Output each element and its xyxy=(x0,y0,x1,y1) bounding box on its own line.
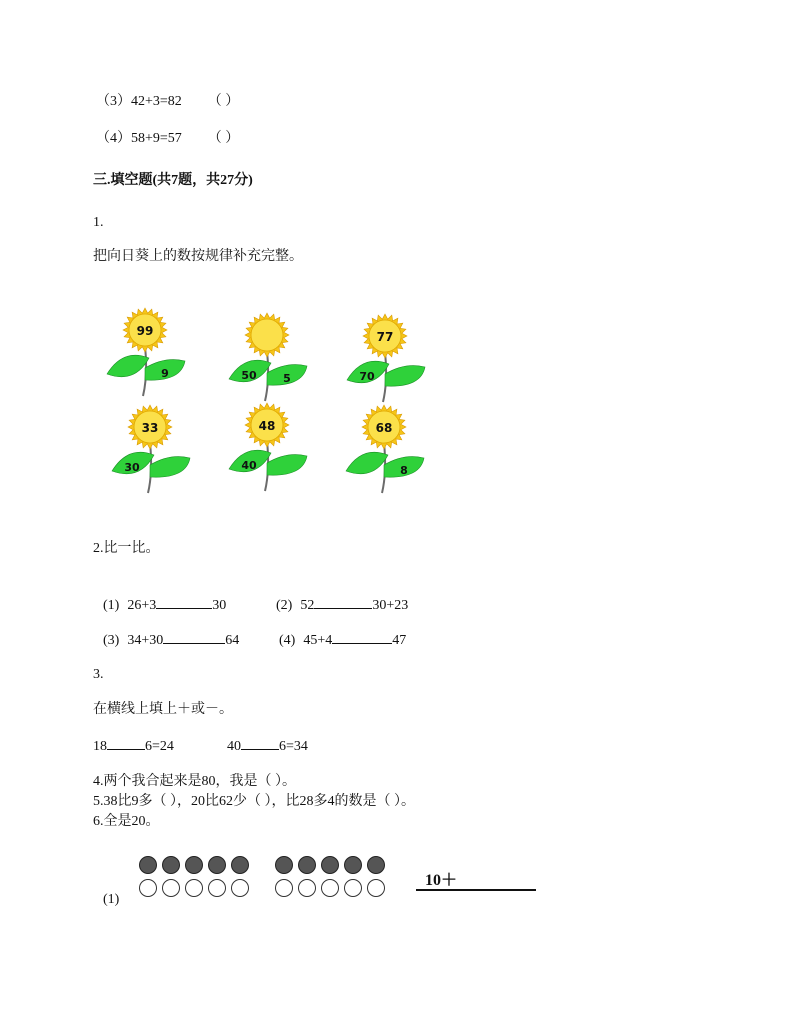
head-number: 33 xyxy=(141,421,159,435)
sign-item-2 xyxy=(227,737,308,756)
item-number: （4） xyxy=(96,131,131,146)
empty-dot xyxy=(140,880,157,897)
flower-center xyxy=(251,319,283,351)
sunflower xyxy=(346,405,424,493)
compare-blank[interactable] xyxy=(156,596,212,609)
compare-left: 45+4 xyxy=(303,633,333,648)
item-number: (2) xyxy=(276,598,293,613)
sunflower xyxy=(229,403,307,491)
item-number: （3） xyxy=(96,94,131,109)
filled-dot xyxy=(276,857,293,874)
question-2-title: 2.比一比。 xyxy=(93,541,160,556)
sunflower xyxy=(107,308,185,396)
compare-item-1 xyxy=(103,596,226,615)
compare-blank[interactable] xyxy=(314,596,372,609)
compare-left: 34+30 xyxy=(127,633,164,648)
question-6-item-number: (1) xyxy=(103,892,120,907)
left-leaf-number: 70 xyxy=(359,370,375,383)
dot-grid-figure xyxy=(136,853,396,901)
section-title: 三.填空题(共7题，共27分) xyxy=(93,173,253,188)
answer-prefix: 10＋ xyxy=(425,872,458,889)
left-leaf-number: 30 xyxy=(124,461,140,474)
right-leaf-number: 5 xyxy=(283,372,291,385)
head-number: 48 xyxy=(258,419,276,433)
item-number: (4) xyxy=(279,633,296,648)
compare-right: 47 xyxy=(392,633,407,648)
question-6-title: 6.全是20。 xyxy=(93,814,160,829)
filled-dot xyxy=(140,857,157,874)
filled-dot xyxy=(163,857,180,874)
left-leaf-number: 40 xyxy=(241,459,257,472)
empty-dot xyxy=(209,880,226,897)
judge-item-4 xyxy=(96,130,239,148)
compare-item-2 xyxy=(276,596,408,615)
filled-dot xyxy=(368,857,385,874)
empty-dot xyxy=(232,880,249,897)
right-leaf-number: 8 xyxy=(400,464,408,477)
compare-blank[interactable] xyxy=(332,631,392,644)
sunflower xyxy=(347,314,425,402)
compare-right: 30+23 xyxy=(372,598,409,613)
sign-item-1 xyxy=(93,737,174,756)
filled-dot xyxy=(186,857,203,874)
right-leaf xyxy=(267,455,307,476)
compare-left: 52 xyxy=(300,598,315,613)
head-number: 99 xyxy=(136,324,154,338)
item-number: (1) xyxy=(103,598,120,613)
head-number: 77 xyxy=(376,330,394,344)
question-3-text: 在横线上填上＋或－。 xyxy=(93,702,233,717)
head-number: 68 xyxy=(375,421,393,435)
filled-dot xyxy=(232,857,249,874)
empty-dot xyxy=(368,880,385,897)
sign-right: 6=24 xyxy=(145,739,174,754)
question-5: 5.38比9多（ ），20比62少（ ），比28多4的数是（ ）。 xyxy=(93,794,415,809)
right-leaf xyxy=(385,366,425,387)
filled-dot xyxy=(345,857,362,874)
sign-blank[interactable] xyxy=(107,737,145,750)
sunflower xyxy=(112,405,190,493)
right-leaf-number: 9 xyxy=(161,367,169,380)
filled-dot xyxy=(209,857,226,874)
empty-dot xyxy=(322,880,339,897)
question-1-number: 1. xyxy=(93,215,104,230)
empty-dot xyxy=(299,880,316,897)
empty-dot xyxy=(276,880,293,897)
empty-dot xyxy=(163,880,180,897)
answer-parentheses[interactable]: （ ） xyxy=(207,131,240,146)
empty-dot xyxy=(186,880,203,897)
question-4: 4.两个我合起来是80，我是（ ）。 xyxy=(93,774,296,789)
sign-left: 18 xyxy=(93,739,107,754)
sign-left: 40 xyxy=(227,739,241,754)
empty-dot xyxy=(345,880,362,897)
question-1-text: 把向日葵上的数按规律补充完整。 xyxy=(93,249,303,264)
compare-item-3 xyxy=(103,631,239,650)
item-number: (3) xyxy=(103,633,120,648)
compare-item-4 xyxy=(279,631,406,650)
judge-item-3 xyxy=(96,93,239,111)
compare-blank[interactable] xyxy=(163,631,225,644)
filled-dot xyxy=(299,857,316,874)
filled-dot xyxy=(322,857,339,874)
left-leaf xyxy=(107,355,149,377)
sunflower-figure xyxy=(100,305,440,495)
question-3-number: 3. xyxy=(93,667,104,682)
left-leaf xyxy=(346,452,388,474)
compare-right: 30 xyxy=(212,598,227,613)
answer-line[interactable] xyxy=(416,889,536,891)
item-expression: 42+3=82 xyxy=(131,94,182,109)
left-leaf-number: 50 xyxy=(241,369,257,382)
compare-right: 64 xyxy=(225,633,240,648)
item-expression: 58+9=57 xyxy=(131,131,182,146)
right-leaf xyxy=(150,457,190,478)
sunflower xyxy=(229,313,307,401)
compare-left: 26+3 xyxy=(127,598,157,613)
sign-right: 6=34 xyxy=(279,739,308,754)
sign-blank[interactable] xyxy=(241,737,279,750)
answer-parentheses[interactable]: （ ） xyxy=(207,94,240,109)
